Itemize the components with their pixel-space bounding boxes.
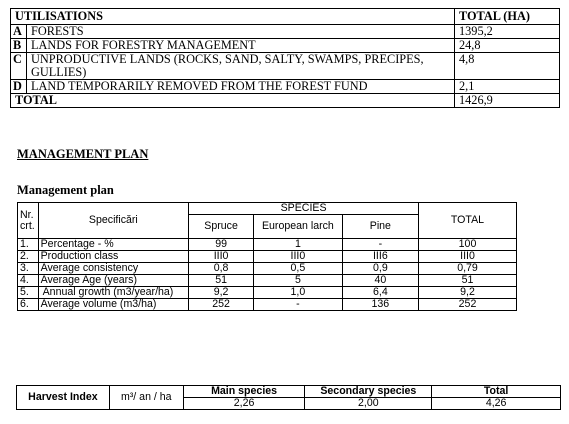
table-row xyxy=(11,39,560,53)
utilisations-header-label: UTILISATIONS xyxy=(11,9,455,25)
pine-value: 136 xyxy=(342,299,418,311)
harvest-index-table xyxy=(16,385,561,410)
total-value: 100 xyxy=(419,239,517,251)
utilisations-header-total: TOTAL (HA) xyxy=(455,9,560,25)
total-value: 252 xyxy=(419,299,517,311)
row-key: A xyxy=(11,25,27,39)
nr-header: Nr. crt. xyxy=(18,203,39,239)
secondary-species-value: 2,00 xyxy=(305,398,432,410)
table-row xyxy=(18,299,517,311)
table-row xyxy=(18,287,517,299)
row-label: Average Age (years) xyxy=(38,275,189,287)
row-label: FORESTS xyxy=(27,25,455,39)
pine-value: III6 xyxy=(342,251,418,263)
row-label: Production class xyxy=(38,251,189,263)
harvest-header-row xyxy=(17,386,561,398)
spruce-value: 51 xyxy=(189,275,254,287)
table-row xyxy=(11,80,560,94)
row-nr: 4. xyxy=(18,275,39,287)
utilisations-table xyxy=(10,8,560,108)
header-row xyxy=(18,203,517,215)
spruce-value: 99 xyxy=(189,239,254,251)
management-plan-caption: Management plan xyxy=(17,183,114,197)
spruce-value: III0 xyxy=(189,251,254,263)
row-nr: 6. xyxy=(18,299,39,311)
row-label: Average consistency xyxy=(38,263,189,275)
spec-header: Specificări xyxy=(38,203,189,239)
larch-value: III0 xyxy=(254,251,343,263)
larch-value: - xyxy=(254,299,343,311)
harvest-unit: m³/ an / ha xyxy=(109,386,183,410)
larch-value: 1,0 xyxy=(254,287,343,299)
total-value: III0 xyxy=(419,251,517,263)
table-row xyxy=(18,263,517,275)
row-label: Percentage - % xyxy=(38,239,189,251)
pine-header: Pine xyxy=(342,215,418,239)
total-value: 4,26 xyxy=(432,398,561,410)
spruce-header: Spruce xyxy=(189,215,254,239)
row-key: C xyxy=(11,53,27,80)
row-nr: 1. xyxy=(18,239,39,251)
spruce-value: 252 xyxy=(189,299,254,311)
row-label: Average volume (m3/ha) xyxy=(38,299,189,311)
harvest-index-label: Harvest Index xyxy=(17,386,110,410)
table-row xyxy=(18,275,517,287)
row-nr: 3. xyxy=(18,263,39,275)
row-value: 4,8 xyxy=(455,53,560,80)
table-row xyxy=(18,251,517,263)
utilisations-total-row xyxy=(11,94,560,108)
total-value: 0,79 xyxy=(419,263,517,275)
larch-header: European larch xyxy=(254,215,343,239)
row-value: 1395,2 xyxy=(455,25,560,39)
row-nr: 2. xyxy=(18,251,39,263)
table-row xyxy=(11,53,560,80)
row-value: 2,1 xyxy=(455,80,560,94)
row-key: B xyxy=(11,39,27,53)
row-label: LANDS FOR FORESTRY MANAGEMENT xyxy=(27,39,455,53)
row-label: LAND TEMPORARILY REMOVED FROM THE FOREST FUND xyxy=(27,80,455,94)
spruce-value: 9,2 xyxy=(189,287,254,299)
total-value: 51 xyxy=(419,275,517,287)
row-key: D xyxy=(11,80,27,94)
total-label: TOTAL xyxy=(11,94,455,108)
main-species-header: Main species xyxy=(183,386,305,398)
row-label: Annual growth (m3/year/ha) xyxy=(38,287,189,299)
table-row xyxy=(11,25,560,39)
spruce-value: 0,8 xyxy=(189,263,254,275)
total-value: 9,2 xyxy=(419,287,517,299)
main-species-value: 2,26 xyxy=(183,398,305,410)
row-nr: 5. xyxy=(18,287,39,299)
larch-value: 1 xyxy=(254,239,343,251)
management-plan-table xyxy=(17,202,517,311)
species-header: SPECIES xyxy=(189,203,419,215)
management-plan-heading: MANAGEMENT PLAN xyxy=(17,147,149,161)
total-value: 1426,9 xyxy=(455,94,560,108)
pine-value: 40 xyxy=(342,275,418,287)
total-header: TOTAL xyxy=(419,203,517,239)
row-label: UNPRODUCTIVE LANDS (ROCKS, SAND, SALTY, SWAMPS, PRECIPES, GULLIES) xyxy=(27,53,455,80)
pine-value: - xyxy=(342,239,418,251)
row-value: 24,8 xyxy=(455,39,560,53)
table-row xyxy=(18,239,517,251)
pine-value: 0,9 xyxy=(342,263,418,275)
pine-value: 6,4 xyxy=(342,287,418,299)
larch-value: 0,5 xyxy=(254,263,343,275)
utilisations-header-row xyxy=(11,9,560,25)
larch-value: 5 xyxy=(254,275,343,287)
secondary-species-header: Secondary species xyxy=(305,386,432,398)
total-header: Total xyxy=(432,386,561,398)
